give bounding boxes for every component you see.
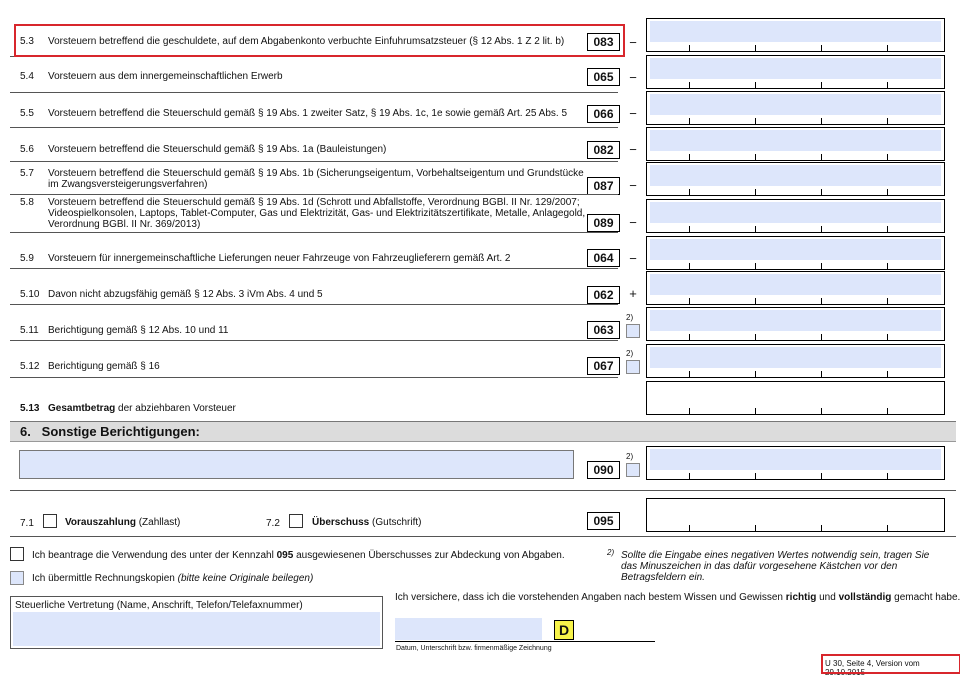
amount-field-064[interactable] <box>646 236 945 270</box>
row-separator <box>10 304 618 305</box>
code-064: 064 <box>587 249 620 267</box>
row-label: Vorsteuern betreffend die geschuldete, auf dem Abgabenkonto verbuchte Einfuhrumsatzsteuer (§ 12 Abs. 1 Z 2 lit. b) <box>48 36 565 47</box>
copies-checkbox[interactable] <box>10 571 24 585</box>
row-separator <box>10 127 618 128</box>
code-083: 083 <box>587 33 620 51</box>
amount-field-066[interactable] <box>646 91 945 125</box>
footnote-ref: 2) <box>626 349 634 358</box>
footnote-text: Sollte die Eingabe eines negativen Wertes notwendig sein, tragen Sie das Minuszeichen in das dafür vorgesehene Kästchen vor den Betragsfeldern ein. <box>621 550 930 583</box>
row-label: Vorsteuern betreffend die Steuerschuld gemäß § 19 Abs. 1d (Schrott und Abfallstoffe, Verordnung BGBl. II Nr. 129/2007; Videospielkonsolen, Laptops, Tablet-Computer, Gas und Elektrizität, Gas- und Elektrizitätszertifikate, Metalle, Anlagegold, Verordnung BGBl. II Nr. 369/2013) <box>48 197 586 230</box>
row-number: 7.1 <box>20 518 34 529</box>
version-label: U 30, Seite 4, Version vom 29.10.2015 <box>825 659 920 677</box>
code-089: 089 <box>587 214 620 232</box>
row-separator <box>10 340 618 341</box>
row-separator <box>10 377 618 378</box>
row-label: Vorsteuern für innergemeinschaftliche Lieferungen neuer Fahrzeuge von Fahrzeuglieferern gemäß Art. 2 <box>48 253 511 264</box>
sign-box-090[interactable] <box>626 463 640 477</box>
ueberschuss-checkbox[interactable] <box>289 514 303 528</box>
code-095: 095 <box>587 512 620 530</box>
row-number: 5.7 <box>20 168 34 179</box>
row-number: 5.8 <box>20 197 34 208</box>
footnote-ref: 2) <box>626 452 634 461</box>
row-label: Vorsteuern aus dem innergemeinschaftlichen Erwerb <box>48 71 283 82</box>
row-separator <box>10 268 618 269</box>
footnote-mark: 2) <box>607 548 615 557</box>
row-label: Berichtigung gemäß § 16 <box>48 361 160 372</box>
row-number: 5.11 <box>20 325 39 336</box>
amount-field-063[interactable] <box>646 307 945 341</box>
minus-sign: − <box>629 215 637 230</box>
section-divider <box>10 536 956 537</box>
footnote-ref: 2) <box>626 313 634 322</box>
sign-box-063[interactable] <box>626 324 640 338</box>
section-6-header <box>10 421 956 442</box>
section-divider <box>10 490 956 491</box>
total-label: Gesamtbetrag der abziehbaren Vorsteuer <box>48 403 236 414</box>
amount-field-062[interactable] <box>646 271 945 305</box>
request-checkbox[interactable] <box>10 547 24 561</box>
row-number: 5.4 <box>20 71 34 82</box>
row-number: 5.5 <box>20 108 34 119</box>
representative-input[interactable] <box>13 612 380 646</box>
section-6-title: 6. Sonstige Berichtigungen: <box>20 424 200 439</box>
amount-field-090[interactable] <box>646 446 945 480</box>
row-label: Davon nicht abzugsfähig gemäß § 12 Abs. 3 iVm Abs. 4 und 5 <box>48 289 323 300</box>
minus-sign: − <box>629 142 637 157</box>
row-label: Vorsteuern betreffend die Steuerschuld gemäß § 19 Abs. 1b (Sicherungseigentum, Vorbehaltseigentum und Grundstücke im Zwangsversteigerungsverfahren) <box>48 168 584 190</box>
signature-line <box>395 641 655 642</box>
row-separator <box>10 92 618 93</box>
code-067: 067 <box>587 357 620 375</box>
minus-sign: − <box>629 70 637 85</box>
code-065: 065 <box>587 68 620 86</box>
code-066: 066 <box>587 105 620 123</box>
row-number: 5.6 <box>20 144 34 155</box>
amount-field-087[interactable] <box>646 162 945 196</box>
row-label: Berichtigung gemäß § 12 Abs. 10 und 11 <box>48 325 229 336</box>
amount-field-065[interactable] <box>646 55 945 89</box>
vorauszahlung-checkbox[interactable] <box>43 514 57 528</box>
row-separator <box>10 194 618 195</box>
row-label: Vorsteuern betreffend die Steuerschuld gemäß § 19 Abs. 1 zweiter Satz, § 19 Abs. 1c, 1e sowie gemäß Art. 25 Abs. 5 <box>48 108 568 119</box>
row-separator <box>10 232 618 233</box>
sign-box-067[interactable] <box>626 360 640 374</box>
row-separator <box>10 161 618 162</box>
code-082: 082 <box>587 141 620 159</box>
declaration-text: Ich versichere, dass ich die vorstehenden Angaben nach bestem Wissen und Gewissen richtig und vollständig gemacht habe. <box>395 592 960 603</box>
total-field <box>646 381 945 415</box>
row-number: 5.9 <box>20 253 34 264</box>
row-number: 7.2 <box>266 518 280 529</box>
representative-label: Steuerliche Vertretung (Name, Anschrift, Telefon/Telefaxnummer) <box>15 600 303 611</box>
highlight-version <box>821 654 960 674</box>
plus-sign: + <box>629 286 637 301</box>
amount-field-082[interactable] <box>646 127 945 161</box>
amount-field-083[interactable] <box>646 18 945 52</box>
other-corrections-input[interactable] <box>19 450 574 479</box>
representative-box <box>10 596 383 649</box>
minus-sign: − <box>629 106 637 121</box>
amount-field-067[interactable] <box>646 344 945 378</box>
signature-label: Datum, Unterschrift bzw. firmenmäßige Zeichnung <box>396 645 552 652</box>
code-087: 087 <box>587 177 620 195</box>
highlight-row-5-3 <box>14 24 625 57</box>
minus-sign: − <box>629 178 637 193</box>
code-090: 090 <box>587 461 620 479</box>
date-input[interactable] <box>395 618 542 640</box>
ueberschuss-label: Überschuss (Gutschrift) <box>312 517 422 528</box>
row-number: 5.12 <box>20 361 40 372</box>
code-062: 062 <box>587 286 620 304</box>
amount-field-089[interactable] <box>646 199 945 233</box>
request-label: Ich beantrage die Verwendung des unter der Kennzahl 095 ausgewiesenen Überschusses zur Abdeckung von Abgaben. <box>32 550 565 561</box>
signature-marker: D <box>554 620 574 640</box>
row-number: 5.10 <box>20 289 40 300</box>
code-063: 063 <box>587 321 620 339</box>
amount-field-095 <box>646 498 945 532</box>
copies-label: Ich übermittle Rechnungskopien (bitte keine Originale beilegen) <box>32 573 314 584</box>
row-label: Vorsteuern betreffend die Steuerschuld gemäß § 19 Abs. 1a (Bauleistungen) <box>48 144 387 155</box>
minus-sign: − <box>629 251 637 266</box>
row-number: 5.13 <box>20 403 40 414</box>
row-number: 5.3 <box>20 36 34 47</box>
vorauszahlung-label: Vorauszahlung (Zahllast) <box>65 517 181 528</box>
minus-sign: − <box>629 35 637 50</box>
